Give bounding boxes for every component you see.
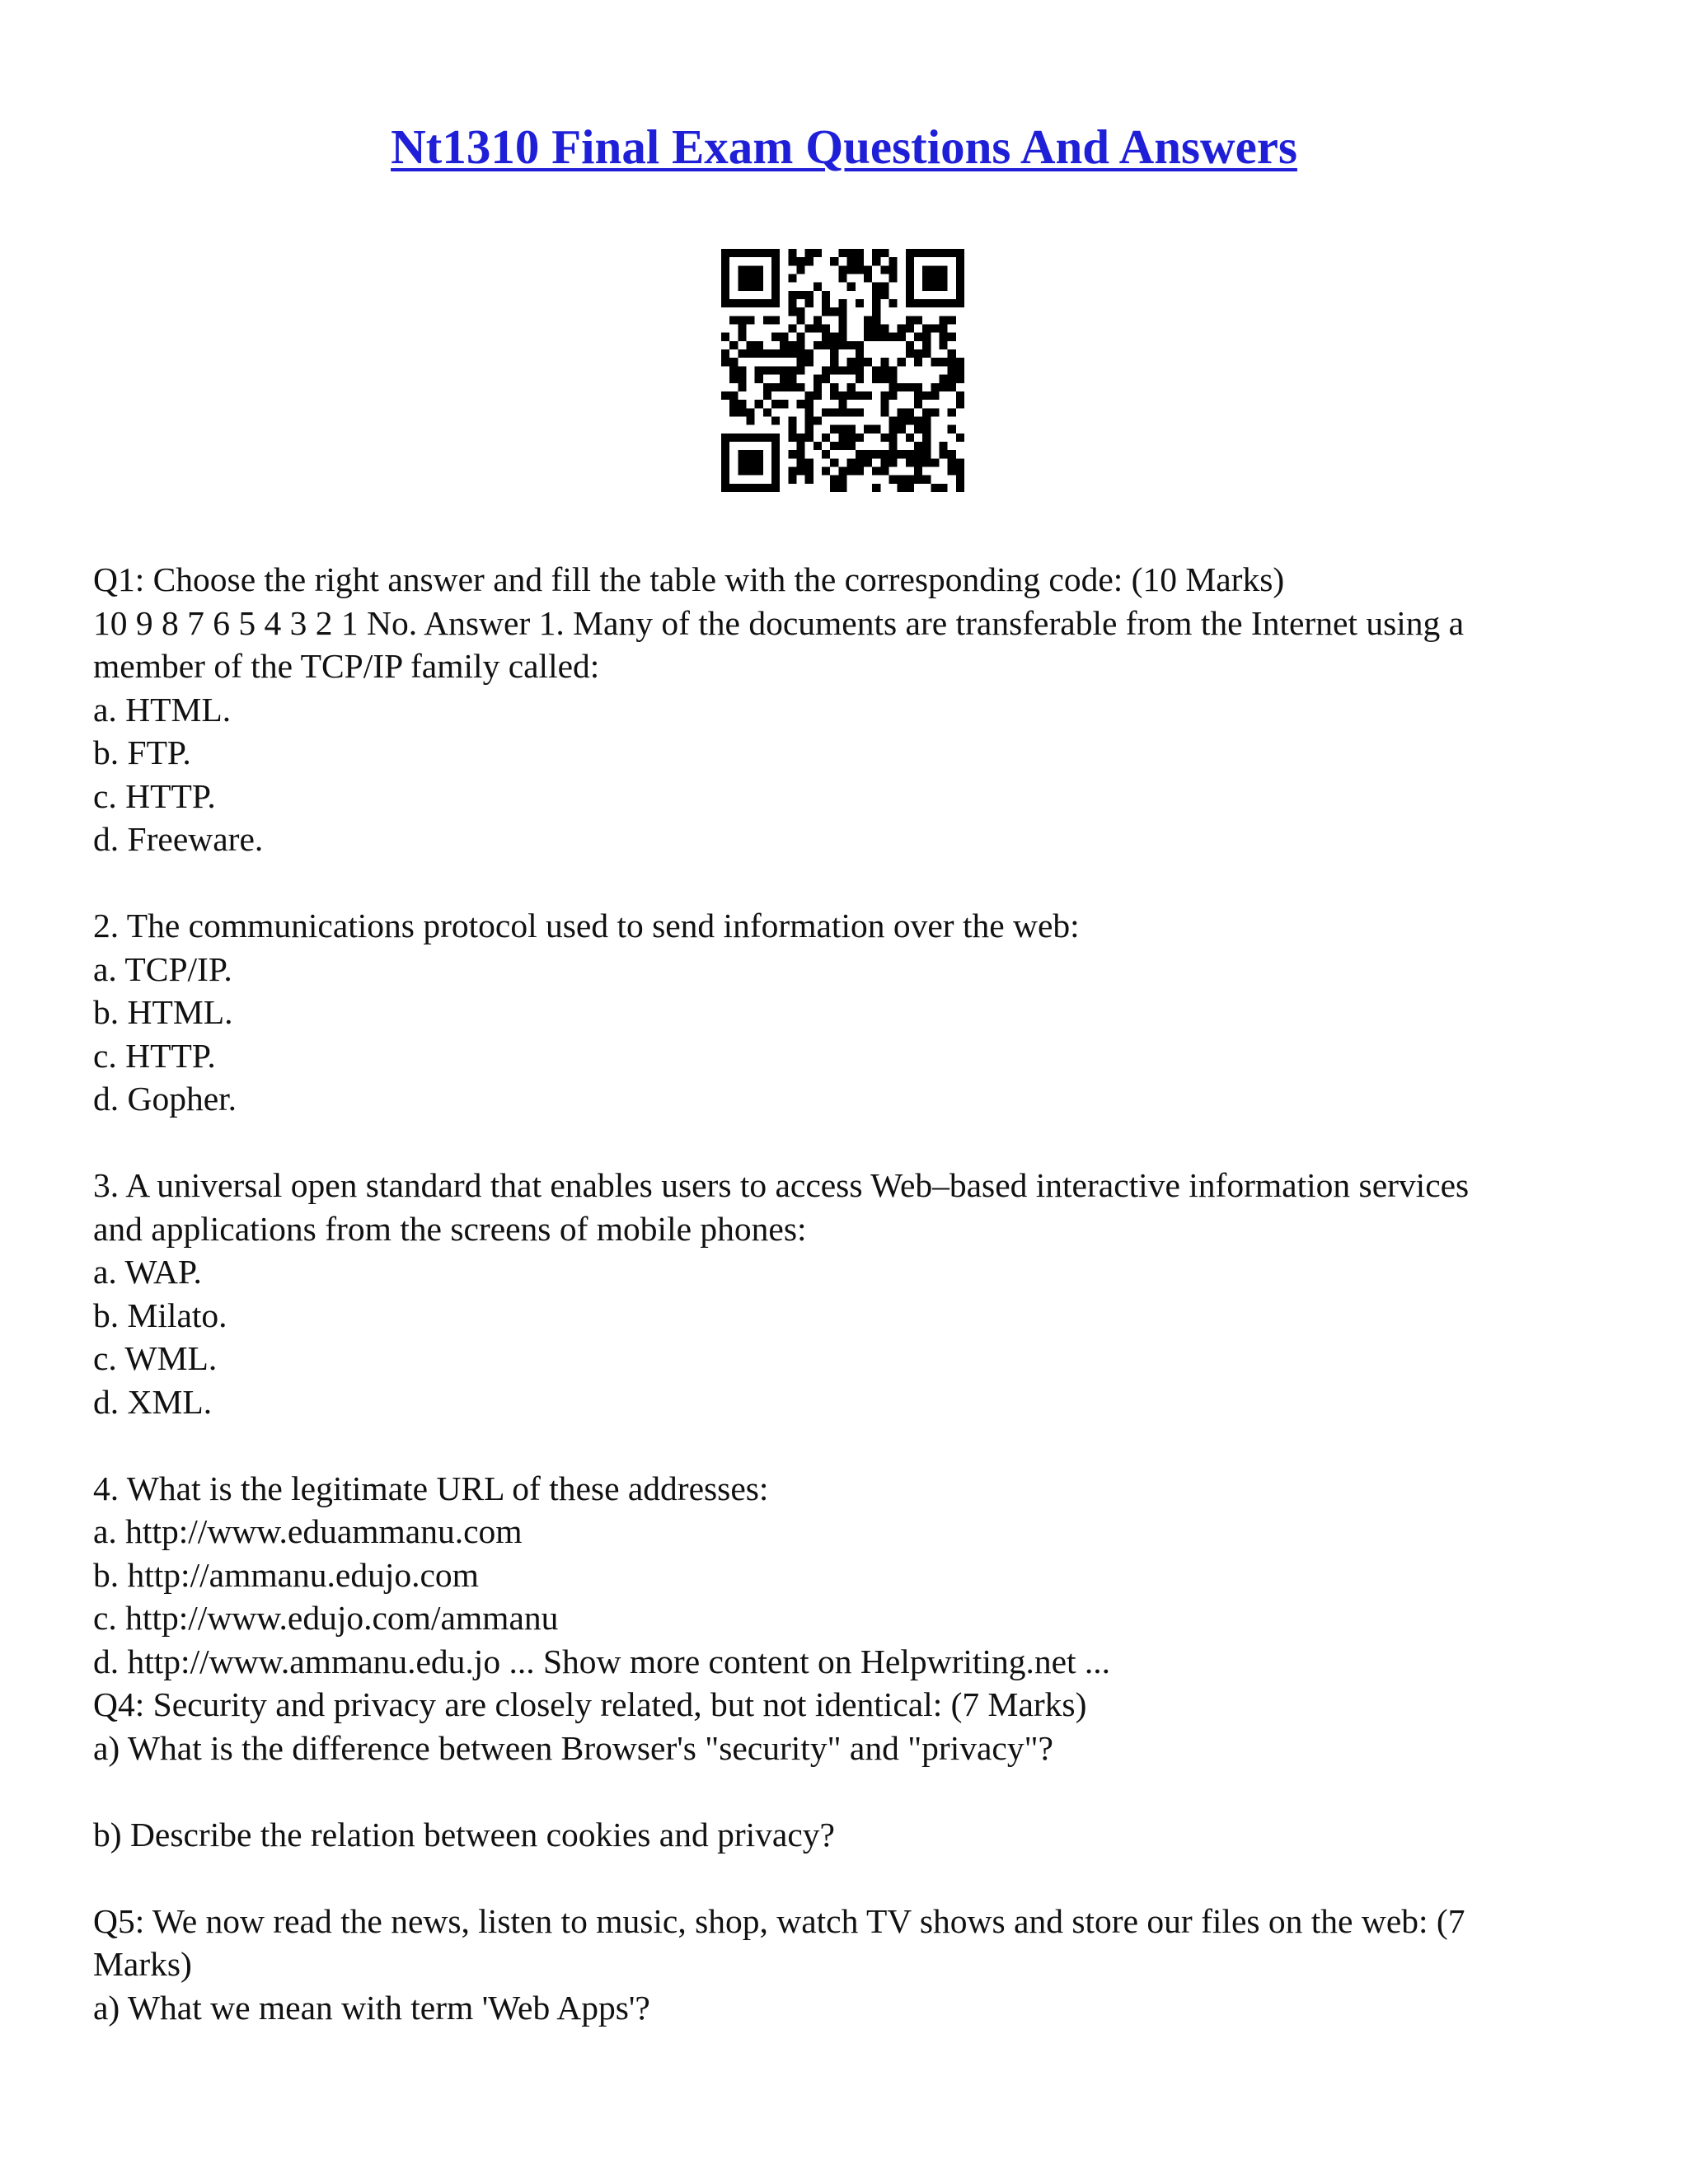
q3-option: a. WAP. xyxy=(93,1253,202,1291)
q2-option: c. HTTP. xyxy=(93,1036,216,1075)
q3-question-line: 3. A universal open standard that enables users to access Web–based interactive information services xyxy=(93,1166,1470,1204)
q3-question-line: and applications from the screens of mobile phones: xyxy=(93,1209,807,1248)
q1-option: c. HTTP. xyxy=(93,776,216,815)
q4-option: a. http://www.eduammanu.com xyxy=(93,1512,523,1550)
q3-option: c. WML. xyxy=(93,1339,218,1377)
q1-option: b. FTP. xyxy=(93,733,191,771)
q1-heading: Q1: Choose the right answer and fill the table with the corresponding code: (10 Marks) xyxy=(93,560,1285,598)
section-q4-part-b: b) Describe the relation between cookies and privacy? xyxy=(93,1815,835,1854)
q1-intro-line: 10 9 8 7 6 5 4 3 2 1 No. Answer 1. Many of the documents are transferable from the Internet using a xyxy=(93,603,1465,642)
exam-content xyxy=(93,558,1601,2029)
page-title xyxy=(0,117,1688,176)
q1-option: a. HTML. xyxy=(93,690,232,729)
q1-option: d. Freeware. xyxy=(93,820,264,858)
section-q5-heading-line: Marks) xyxy=(93,1945,192,1983)
q4-option: b. http://ammanu.edujo.com xyxy=(93,1555,479,1594)
q1-intro-line: member of the TCP/IP family called: xyxy=(93,647,600,685)
section-q4-part-a: a) What is the difference between Browser's "security" and "privacy"? xyxy=(93,1728,1053,1767)
q2-option: a. TCP/IP. xyxy=(93,949,232,988)
q3-option: b. Milato. xyxy=(93,1296,227,1334)
q4-question: 4. What is the legitimate URL of these addresses: xyxy=(93,1469,769,1507)
q4-option: c. http://www.edujo.com/ammanu xyxy=(93,1599,559,1637)
title-link[interactable]: Nt1310 Final Exam Questions And Answers xyxy=(391,120,1297,174)
q2-question: 2. The communications protocol used to send information over the web: xyxy=(93,907,1080,944)
q3-option: d. XML. xyxy=(93,1382,213,1421)
section-q5-part-a: a) What we mean with term 'Web Apps'? xyxy=(93,1988,650,2027)
section-q4-heading: Q4: Security and privacy are closely related, but not identical: (7 Marks) xyxy=(93,1685,1087,1723)
section-q5-heading-line: Q5: We now read the news, listen to music, shop, watch TV shows and store our files on the web: (7 xyxy=(93,1901,1465,1940)
q2-option: b. HTML. xyxy=(93,993,233,1031)
q4-option: d. http://www.ammanu.edu.jo ... Show more content on Helpwriting.net ... xyxy=(93,1642,1111,1680)
q2-option: d. Gopher. xyxy=(93,1080,237,1118)
qr-code-icon xyxy=(721,249,964,492)
